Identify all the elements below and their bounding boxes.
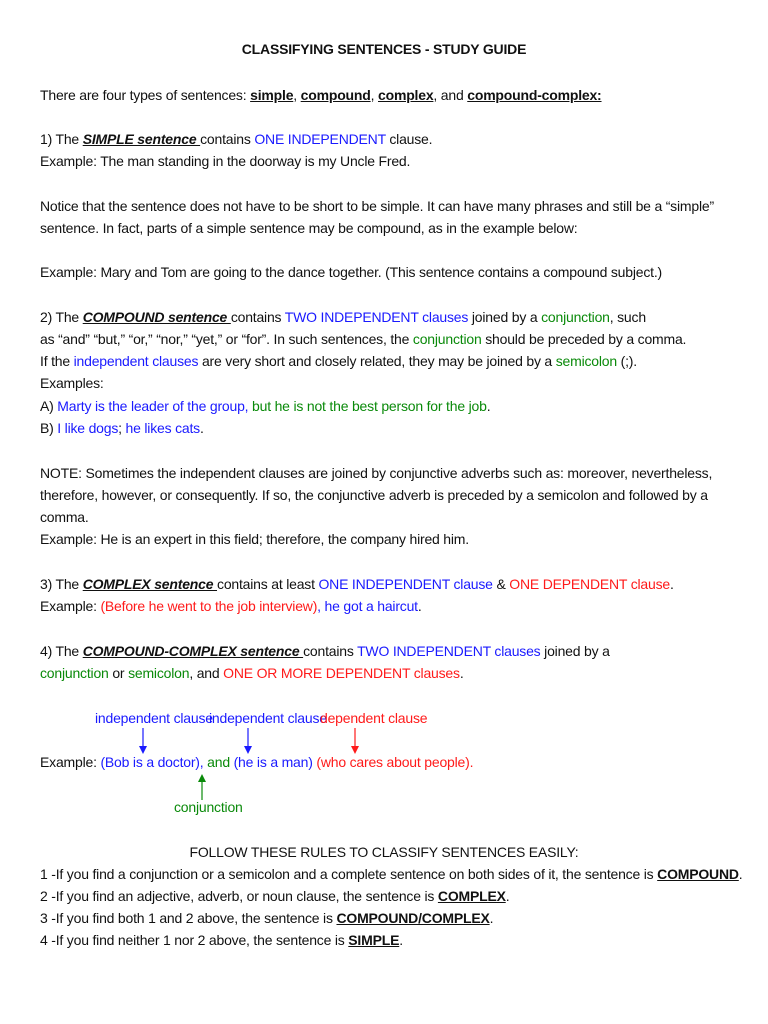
definition-text: contains	[303, 643, 358, 659]
example-marker: A)	[40, 398, 58, 414]
compound-complex-term: COMPOUND-COMPLEX sentence	[82, 643, 304, 659]
independent-clause-label: ONE INDEPENDENT clause	[318, 576, 493, 592]
arrow-down-icon	[244, 728, 252, 754]
separator: , and	[433, 87, 468, 103]
example-marker: Example:	[40, 598, 101, 614]
definition-text: are very short and closely related, they may be joined by a	[198, 353, 556, 369]
section-number: 4) The	[40, 643, 83, 659]
conjunction-label: conjunction	[40, 665, 109, 681]
rule-text: 3 -If you find both 1 and 2 above, the sentence is	[40, 910, 337, 926]
simple-example: Example: The man standing in the doorway is my Uncle Fred.	[40, 153, 411, 169]
independent-clause: I like dogs	[57, 420, 119, 436]
rule-text: 1 -If you find a conjunction or a semicolon and a complete sentence on both sides of it, the sentence is	[40, 866, 658, 882]
definition-text: should be preceded by a comma.	[481, 331, 687, 347]
rule-2	[40, 887, 509, 905]
definition-text: or	[108, 665, 129, 681]
definition-text: contains	[230, 309, 285, 325]
definition-text: contains	[200, 131, 255, 147]
simple-term: SIMPLE sentence	[82, 131, 201, 147]
punctuation: .	[489, 910, 494, 926]
definition-text: contains at least	[217, 576, 319, 592]
punctuation: .	[669, 576, 674, 592]
independent-clause-label: ONE INDEPENDENT	[254, 131, 386, 147]
punctuation: .	[199, 420, 204, 436]
independent-clauses-label: TWO INDEPENDENT clauses	[284, 309, 469, 325]
intro-text: There are four types of sentences:	[40, 87, 251, 103]
rule-1	[40, 865, 743, 883]
arrow-down-icon	[351, 728, 359, 754]
examples-heading: Examples:	[40, 375, 104, 391]
rule-text: 4 -If you find neither 1 nor 2 above, the sentence is	[40, 932, 349, 948]
punctuation: .	[399, 932, 403, 948]
note-line-3: comma.	[40, 509, 89, 525]
definition-text: , such	[609, 309, 646, 325]
page-title: CLASSIFYING SENTENCES - STUDY GUIDE	[241, 41, 527, 57]
dependent-clause: (who cares about people).	[312, 754, 474, 770]
type-simple: simple	[250, 87, 294, 103]
independent-clause: (Bob is a doctor),	[100, 754, 204, 770]
definition-text: as “and” “but,” “or,” “nor,” “yet,” or “for”. In such sentences, the	[40, 331, 413, 347]
diagram-label-independent-1: independent clause	[95, 710, 213, 726]
separator: ,	[370, 87, 379, 103]
punctuation: .	[738, 866, 743, 882]
diagram-label-dependent: dependent clause	[320, 710, 428, 726]
punctuation: .	[417, 598, 422, 614]
example-marker: Example:	[40, 754, 101, 770]
diagram-label-independent-2: independent clause	[209, 710, 327, 726]
section-number: 2) The	[40, 309, 83, 325]
dependent-clauses-label: ONE OR MORE DEPENDENT clauses	[223, 665, 460, 681]
rule-keyword: SIMPLE	[348, 932, 400, 948]
compound-term: COMPOUND sentence	[82, 309, 231, 325]
complex-term: COMPLEX sentence	[82, 576, 218, 592]
definition-text: joined by a	[540, 643, 610, 659]
dependent-clause-label: ONE DEPENDENT clause	[509, 576, 670, 592]
rule-keyword: COMPLEX	[437, 888, 506, 904]
independent-clause: (he is a man)	[233, 754, 313, 770]
punctuation: .	[486, 398, 491, 414]
independent-clause: Marty is the leader of the group,	[57, 398, 249, 414]
independent-clauses-label: TWO INDEPENDENT clauses	[357, 643, 541, 659]
definition-text: If the	[40, 353, 74, 369]
independent-clause: , he got a haircut	[317, 598, 418, 614]
section-number: 3) The	[40, 576, 83, 592]
semicolon-label: semicolon	[555, 353, 617, 369]
punctuation: .	[459, 665, 464, 681]
rule-keyword: COMPOUND/COMPLEX	[336, 910, 490, 926]
independent-clauses-label: independent clauses	[73, 353, 199, 369]
conjunction-label: conjunction	[412, 331, 482, 347]
rule-3	[40, 909, 493, 927]
simple-note-line-1: Notice that the sentence does not have to be short to be simple. It can have many phrases and still be a “simple”	[40, 198, 714, 214]
note-line-1: NOTE: Sometimes the independent clauses are joined by conjunctive adverbs such as: moreover, nevertheless,	[40, 465, 713, 481]
conjunction: and	[203, 754, 234, 770]
rule-text: 2 -If you find an adjective, adverb, or noun clause, the sentence is	[40, 888, 438, 904]
definition-text: joined by a	[468, 309, 542, 325]
definition-text: , and	[189, 665, 224, 681]
definition-text: clause.	[385, 131, 433, 147]
simple-note-line-2: sentence. In fact, parts of a simple sentence may be compound, as in the example below:	[40, 220, 578, 236]
separator: ,	[293, 87, 301, 103]
conjunction-clause: but he is not the best person for the job	[248, 398, 487, 414]
arrow-down-icon	[139, 728, 147, 754]
section-number: 1) The	[40, 131, 83, 147]
rules-heading: FOLLOW THESE RULES TO CLASSIFY SENTENCES EASILY:	[189, 844, 579, 860]
conjunction-label: conjunction	[541, 309, 610, 325]
note-line-2: therefore, however, or consequently. If so, the conjunctive adverb is preceded by a semicolon and followed by a	[40, 487, 708, 503]
note-example: Example: He is an expert in this field; therefore, the company hired him.	[40, 531, 469, 547]
semicolon: ;	[118, 420, 122, 436]
type-compound-complex: compound-complex:	[467, 87, 602, 103]
semicolon-label: semicolon	[128, 665, 190, 681]
definition-text: (;).	[616, 353, 637, 369]
type-compound: compound	[300, 87, 371, 103]
example-marker: B)	[40, 420, 58, 436]
definition-text: &	[492, 576, 510, 592]
punctuation: .	[505, 888, 510, 904]
diagram-label-conjunction: conjunction	[174, 799, 243, 815]
rule-keyword: COMPOUND	[657, 866, 739, 882]
rule-4	[40, 931, 403, 949]
dependent-clause: (Before he went to the job interview)	[100, 598, 318, 614]
independent-clause: he likes cats	[121, 420, 200, 436]
type-complex: complex	[378, 87, 434, 103]
arrow-up-icon	[198, 774, 206, 800]
compound-complex-example	[40, 753, 473, 771]
simple-example-2: Example: Mary and Tom are going to the dance together. (This sentence contains a compound subject.)	[40, 264, 662, 280]
